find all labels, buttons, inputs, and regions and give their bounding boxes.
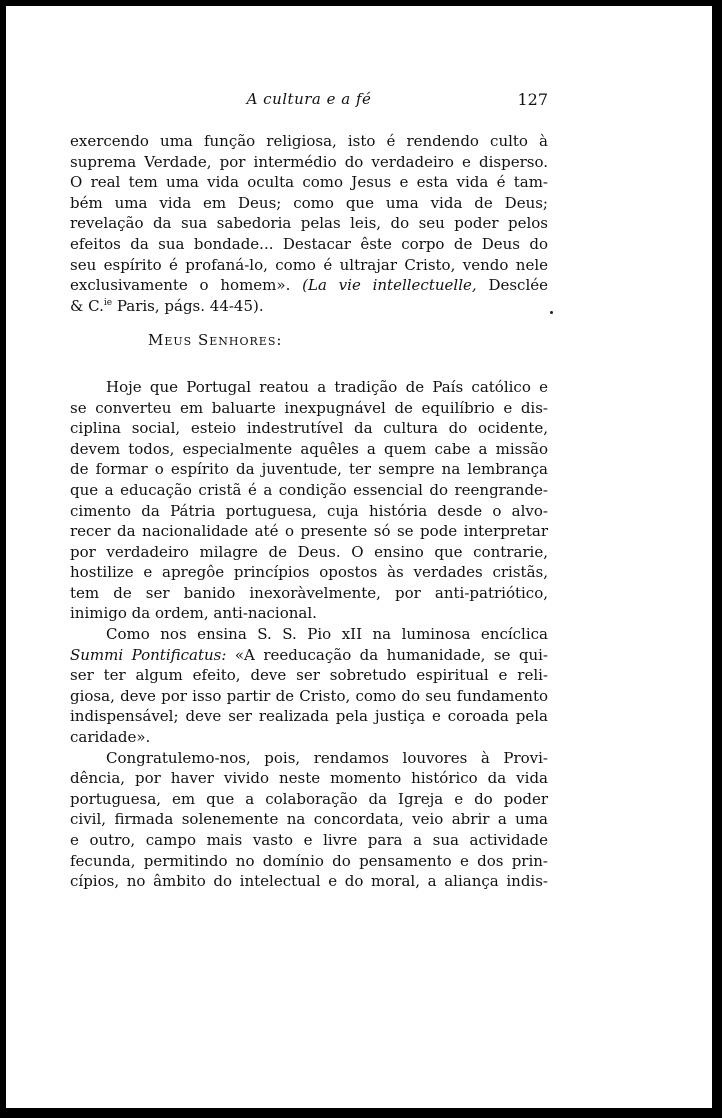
text-line: Congratulemo-nos, pois, rendamos louvores à Provi- bbox=[106, 748, 548, 767]
text-line: caridade». bbox=[70, 728, 151, 747]
text-fragment: & C. bbox=[70, 296, 104, 315]
running-title: A cultura e a fé bbox=[246, 90, 372, 108]
text-line: portuguesa, em que a colaboração da Igreja e do poder bbox=[70, 789, 548, 808]
text-line: recer da nacionalidade até o presente só se pode interpretar bbox=[70, 522, 548, 541]
text-line: seu espírito é profaná-lo, como é ultrajar Cristo, vendo nele bbox=[70, 255, 548, 274]
page-body bbox=[70, 131, 548, 892]
text-fragment: Paris, págs. 44-45). bbox=[112, 296, 264, 315]
text-fragment: «A reeducação da humanidade, se qui- bbox=[226, 645, 548, 664]
text-line: fecunda, permitindo no domínio do pensamento e dos prin- bbox=[70, 851, 548, 870]
text-line: revelação da sua sabedoria pelas leis, do seu poder pelos bbox=[70, 214, 548, 233]
text-line: giosa, deve por isso partir de Cristo, como do seu fundamento bbox=[70, 686, 548, 705]
text-line: indispensável; deve ser realizada pela justiça e coroada pela bbox=[70, 707, 548, 726]
paragraph bbox=[70, 377, 548, 624]
running-header bbox=[70, 84, 548, 118]
text-line: Como nos ensina S. S. Pio xII na luminosa encíclica bbox=[106, 625, 548, 644]
text-line: ser ter algum efeito, deve ser sobretudo espiritual e reli- bbox=[70, 666, 548, 685]
margin-mark bbox=[550, 311, 553, 314]
text-line: por verdadeiro milagre de Deus. O ensino que contrarie, bbox=[70, 542, 548, 561]
text-line: civil, firmada solenemente na concordata, veio abrir a uma bbox=[70, 810, 548, 829]
text-line: inimigo da ordem, anti-nacional. bbox=[70, 604, 317, 623]
text-line: de formar o espírito da juventude, ter sempre na lembrança bbox=[70, 460, 548, 479]
text-line: bém uma vida em Deus; como que uma vida de Deus; bbox=[70, 193, 548, 212]
citation-title: (La vie intellectuelle, bbox=[302, 276, 477, 295]
encyclical-title: Summi Pontificatus: bbox=[70, 645, 227, 664]
salutation: Meus Senhores: bbox=[148, 331, 283, 350]
superscript: ie bbox=[103, 297, 113, 308]
text-fragment: Desclée bbox=[476, 276, 548, 295]
text-line: cimento da Pátria portuguesa, cuja história desde o alvo- bbox=[70, 501, 548, 520]
text-line: que a educação cristã é a condição essencial do reengrande- bbox=[70, 480, 548, 499]
text-line bbox=[70, 296, 548, 317]
text-line bbox=[70, 645, 548, 666]
text-line: se converteu em baluarte inexpugnável de equilíbrio e dis- bbox=[70, 398, 548, 417]
text-line: ciplina social, esteio indestrutível da cultura do ocidente, bbox=[70, 419, 548, 438]
text-line: O real tem uma vida oculta como Jesus e esta vida é tam- bbox=[70, 173, 548, 192]
text-fragment: exclusivamente o homem». bbox=[70, 276, 303, 295]
paragraph bbox=[70, 624, 548, 748]
text-line: cípios, no âmbito do intelectual e do moral, a aliança indis- bbox=[70, 872, 548, 891]
text-line: suprema Verdade, por intermédio do verdadeiro e disperso. bbox=[70, 152, 548, 171]
book-page bbox=[70, 84, 548, 892]
text-line: devem todos, especialmente aquêles a quem cabe a missão bbox=[70, 439, 548, 458]
quote-paragraph bbox=[70, 131, 548, 316]
text-line: e outro, campo mais vasto e livre para a sua actividade bbox=[70, 831, 548, 849]
text-line: Hoje que Portugal reatou a tradição de País católico e bbox=[106, 377, 548, 396]
page-number: 127 bbox=[517, 90, 548, 109]
text-line: efeitos da sua bondade... Destacar êste corpo de Deus do bbox=[70, 234, 548, 253]
paragraph bbox=[70, 748, 548, 892]
text-line: hostilize e apregôe princípios opostos às verdades cristãs, bbox=[70, 563, 548, 582]
text-line: dência, por haver vivido neste momento histórico da vida bbox=[70, 769, 548, 788]
text-line: tem de ser banido inexoràvelmente, por anti-patriótico, bbox=[70, 583, 548, 602]
text-line bbox=[70, 275, 548, 296]
text-line: exercendo uma função religiosa, isto é rendendo culto à bbox=[70, 132, 548, 150]
